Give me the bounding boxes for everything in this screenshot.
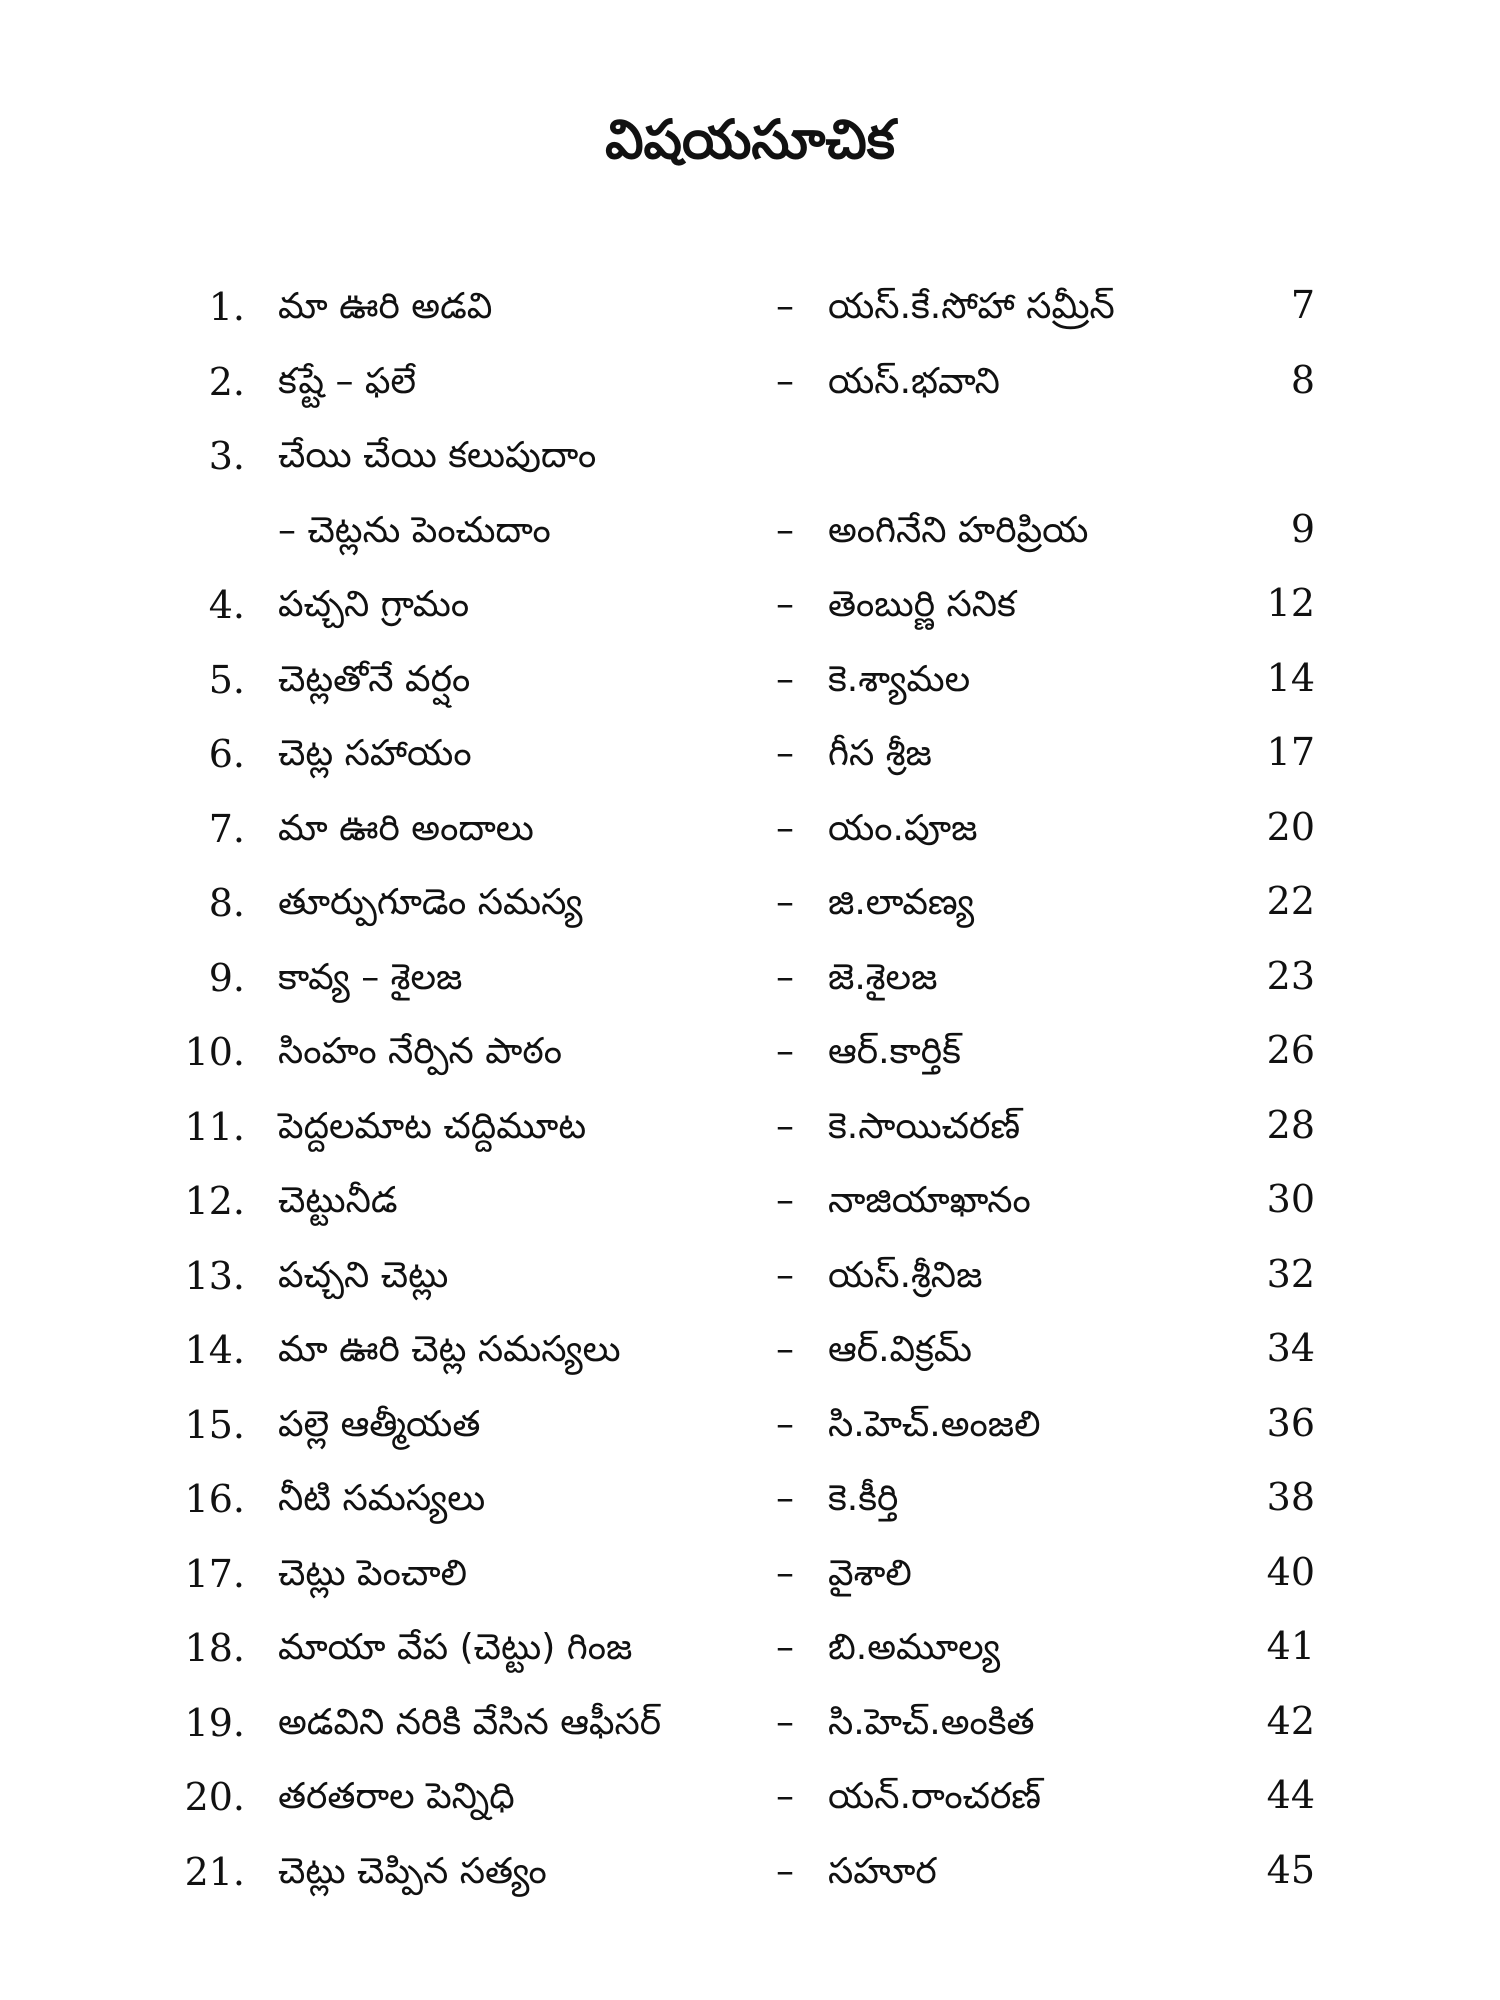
entry-page-number: 20: [1266, 804, 1315, 849]
entry-separator: –: [776, 1701, 794, 1743]
entry-separator: –: [776, 1850, 794, 1892]
table-of-contents: [0, 270, 1500, 1909]
entry-page-number: 23: [1266, 953, 1315, 998]
entry-title: తూర్పుగూడెం సమస్య: [278, 882, 583, 923]
entry-separator: –: [776, 286, 794, 327]
toc-entry: [0, 1537, 1500, 1612]
entry-page-number: 8: [1290, 357, 1315, 402]
entry-number: 2.: [208, 359, 245, 404]
entry-page-number: 38: [1266, 1475, 1315, 1519]
entry-author: యన్.రాంచరణ్: [828, 1776, 1042, 1817]
toc-entry: [0, 1388, 1500, 1463]
entry-title: అడవిని నరికి వేసిన ఆఫీసర్: [278, 1701, 662, 1743]
entry-separator: –: [776, 584, 794, 625]
entry-title: మా ఊరి అడవి: [278, 286, 493, 327]
entry-page-number: 45: [1266, 1847, 1315, 1892]
entry-author: అంగినేని హరిప్రియ: [828, 509, 1089, 551]
entry-number: 3.: [208, 434, 245, 478]
entry-page-number: 30: [1266, 1177, 1315, 1221]
entry-separator: –: [776, 882, 794, 923]
entry-author: గీస శ్రీజ: [828, 733, 932, 774]
entry-number: 21.: [184, 1849, 245, 1894]
entry-page-number: 9: [1290, 506, 1315, 551]
entry-page-number: 28: [1266, 1102, 1315, 1147]
toc-entry: [0, 1462, 1500, 1537]
entry-page-number: 34: [1266, 1326, 1315, 1370]
entry-author: కె.సాయిచరణ్: [828, 1105, 1021, 1147]
entry-title: కష్టే – ఫలే: [278, 360, 417, 402]
toc-entry: [0, 1164, 1500, 1239]
entry-author: యస్.కే.సోహా సమ్రీన్: [828, 286, 1115, 327]
entry-number: 20.: [184, 1775, 245, 1819]
entry-number: 5.: [208, 657, 245, 702]
entry-author: జె.శైలజ: [828, 956, 938, 998]
entry-separator: –: [776, 1478, 794, 1519]
toc-entry: [0, 643, 1500, 718]
toc-entry: [0, 568, 1500, 643]
entry-title: పల్లె ఆత్మీయత: [278, 1403, 481, 1445]
entry-separator: –: [776, 807, 794, 849]
entry-page-number: 22: [1266, 879, 1315, 923]
entry-number: 17.: [184, 1551, 245, 1596]
entry-number: 13.: [184, 1253, 245, 1298]
entry-separator: –: [776, 1180, 794, 1221]
entry-number: 6.: [208, 732, 245, 776]
entry-page-number: 44: [1266, 1773, 1315, 1817]
toc-entry: [0, 1090, 1500, 1165]
entry-number: 16.: [184, 1477, 245, 1521]
entry-author: బి.అమూల్య: [828, 1627, 1001, 1668]
entry-title: చెట్ల సహాయం: [278, 733, 472, 774]
entry-number: 4.: [208, 583, 245, 627]
entry-separator: –: [776, 1627, 794, 1668]
entry-title: చేయి చేయి కలుపుదాం: [278, 435, 597, 476]
entry-title: మాయా వేప (చెట్టు) గింజ: [278, 1627, 633, 1668]
toc-entry: [0, 792, 1500, 867]
toc-entry: [0, 419, 1500, 494]
entry-title: పచ్చని చెట్లు: [278, 1254, 449, 1296]
entry-number: 19.: [184, 1700, 245, 1745]
entry-separator: –: [776, 956, 794, 998]
entry-author: ఆర్.విక్రమ్: [828, 1329, 972, 1370]
entry-separator: –: [776, 1552, 794, 1594]
entry-page-number: 14: [1266, 655, 1315, 700]
toc-entry: [0, 1686, 1500, 1761]
entry-number: 1.: [208, 285, 245, 329]
entry-number: 15.: [184, 1402, 245, 1447]
toc-entry: [0, 941, 1500, 1016]
entry-author: కె.శ్యామల: [828, 658, 971, 700]
entry-number: 8.: [208, 881, 245, 925]
entry-separator: –: [776, 733, 794, 774]
entry-title: చెట్లు చెప్పిన సత్యం: [278, 1850, 547, 1892]
page-title: విషయసూచిక: [605, 108, 895, 171]
entry-title: నీటి సమస్యలు: [278, 1478, 486, 1519]
entry-number: 11.: [184, 1104, 245, 1149]
entry-author: యస్.శ్రీనిజ: [828, 1254, 983, 1296]
entry-author: యం.పూజ: [828, 807, 978, 849]
entry-separator: –: [776, 1254, 794, 1296]
entry-separator: –: [776, 658, 794, 700]
entry-page-number: 36: [1266, 1400, 1315, 1445]
entry-page-number: 42: [1266, 1698, 1315, 1743]
entry-title: చెట్లతోనే వర్షం: [278, 658, 471, 700]
entry-page-number: 32: [1266, 1251, 1315, 1296]
toc-entry: [0, 866, 1500, 941]
toc-entry: [0, 1015, 1500, 1090]
entry-separator: –: [776, 1776, 794, 1817]
entry-number: 12.: [184, 1179, 245, 1223]
entry-number: 9.: [208, 955, 245, 1000]
entry-author: సి.హెచ్.అంకిత: [828, 1701, 1035, 1743]
entry-title: చెట్లు పెంచాలి: [278, 1552, 467, 1594]
toc-entry: [0, 494, 1500, 569]
toc-entry: [0, 270, 1500, 345]
toc-entry: [0, 717, 1500, 792]
toc-entry: [0, 1760, 1500, 1835]
entry-page-number: 26: [1266, 1028, 1315, 1072]
entry-author: సహూర: [828, 1850, 937, 1892]
entry-author: తెంబుర్ణి సనిక: [828, 584, 1016, 625]
entry-author: యస్.భవాని: [828, 360, 1000, 402]
entry-author: వైశాలి: [828, 1552, 912, 1594]
entry-separator: –: [776, 1031, 794, 1072]
entry-page-number: 7: [1290, 283, 1315, 327]
toc-entry: [0, 1835, 1500, 1910]
entry-title: కావ్య – శైలజ: [278, 956, 463, 998]
entry-author: కె.కీర్తి: [828, 1478, 899, 1519]
entry-page-number: 17: [1266, 730, 1315, 774]
entry-title: చెట్టునీడ: [278, 1180, 398, 1221]
entry-number: 7.: [208, 806, 245, 851]
entry-title: సింహం నేర్పిన పాఠం: [278, 1031, 562, 1072]
entry-title: – చెట్లను పెంచుదాం: [278, 509, 551, 551]
entry-author: జి.లావణ్య: [828, 882, 975, 923]
entry-number: 10.: [184, 1030, 245, 1074]
toc-entry: [0, 345, 1500, 420]
entry-page-number: 40: [1266, 1549, 1315, 1594]
entry-separator: –: [776, 360, 794, 402]
entry-number: 18.: [184, 1626, 245, 1670]
toc-entry: [0, 1611, 1500, 1686]
entry-page-number: 12: [1266, 581, 1315, 625]
entry-author: ఆర్.కార్తిక్: [828, 1031, 961, 1072]
entry-page-number: 41: [1266, 1624, 1315, 1668]
entry-title: మా ఊరి చెట్ల సమస్యలు: [278, 1329, 621, 1370]
entry-separator: –: [776, 509, 794, 551]
entry-separator: –: [776, 1403, 794, 1445]
entry-number: 14.: [184, 1328, 245, 1372]
entry-author: సి.హెచ్.అంజలి: [828, 1403, 1041, 1445]
entry-title: మా ఊరి అందాలు: [278, 807, 534, 849]
entry-title: పచ్చని గ్రామం: [278, 584, 470, 625]
toc-entry: [0, 1313, 1500, 1388]
entry-separator: –: [776, 1329, 794, 1370]
toc-entry: [0, 1239, 1500, 1314]
entry-title: పెద్దలమాట చద్దిమూట: [278, 1105, 587, 1147]
entry-title: తరతరాల పెన్నిధి: [278, 1776, 515, 1817]
entry-separator: –: [776, 1105, 794, 1147]
entry-author: నాజియాఖానం: [828, 1180, 1031, 1221]
